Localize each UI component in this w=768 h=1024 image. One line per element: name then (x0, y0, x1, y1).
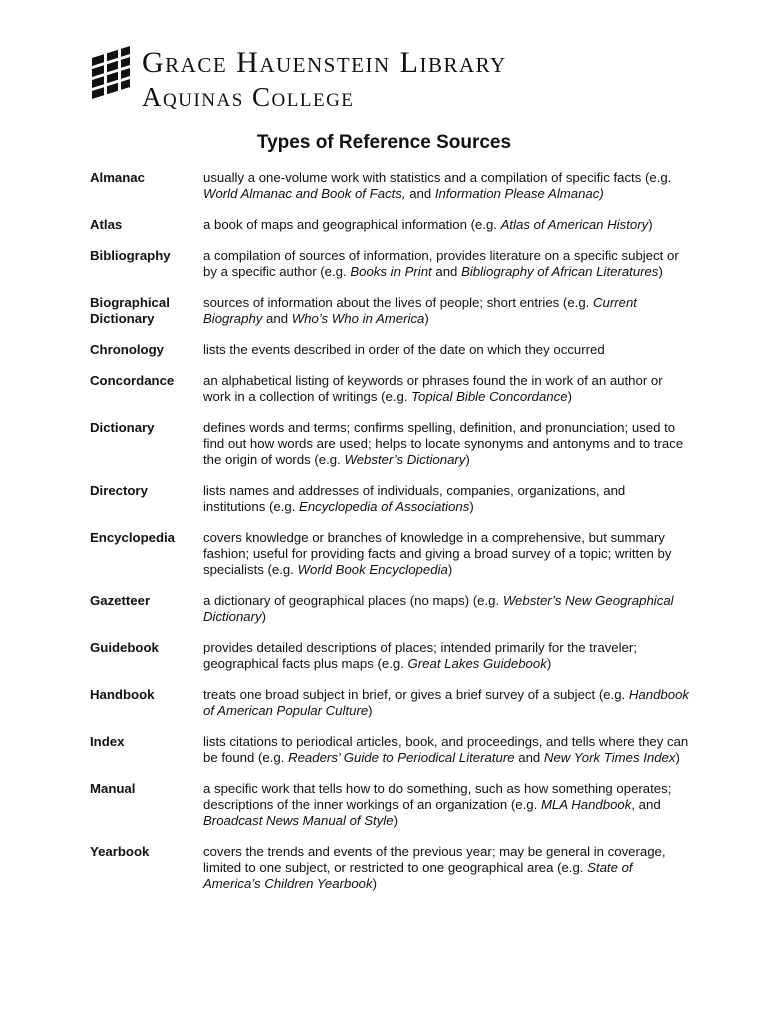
definition-text: defines words and terms; confirms spelling, definition, and pronunciation; used to find out how words are used; helps to locate synonyms and antonyms and to trace the origin of words (e.g. (203, 420, 684, 467)
entry-definition (203, 593, 690, 625)
cited-title: MLA Handbook (540, 797, 632, 812)
entry-definition (203, 295, 690, 327)
entry-term: Concordance (90, 373, 175, 388)
entry-definition (203, 373, 690, 405)
definition-text: ) (372, 876, 377, 891)
definition-text: ) (675, 750, 680, 765)
cited-title: Atlas of American History (500, 217, 649, 232)
list-item (90, 170, 690, 202)
library-name: Grace Hauenstein Library (142, 46, 507, 79)
entry-definition (203, 640, 690, 672)
definition-text: a specific work that tells how to do something, such as how something operates; descriptions of the inner workings of an organization (e.g. (203, 781, 672, 812)
definition-text: ) (546, 656, 552, 671)
entry-term: Directory (90, 483, 148, 498)
cited-title: Broadcast News Manual of Style (203, 813, 394, 828)
definition-text: ) (368, 703, 373, 718)
definition-text: ) (261, 609, 267, 624)
list-item (90, 295, 690, 327)
library-header (90, 44, 690, 114)
page-title: Types of Reference Sources (256, 132, 512, 153)
definition-text: a dictionary of geographical places (no maps) (e.g. (203, 593, 503, 608)
entry-definition (203, 420, 690, 468)
definition-text: ) (393, 813, 398, 828)
cited-title: Bibliography of African Literatures (461, 264, 659, 279)
cited-title: Great Lakes Guidebook (407, 656, 547, 671)
entry-definition (203, 483, 690, 515)
entry-term: Dictionary (90, 420, 155, 435)
entry-term: Handbook (90, 687, 155, 702)
cited-title: Current Biography (203, 295, 637, 326)
entry-term: Chronology (90, 342, 164, 357)
entry-term: Bibliography (90, 248, 171, 263)
definition-text: covers the trends and events of the previous year; may be general in coverage, limited to one subject, or restricted to one geographical area (e.g. (203, 844, 666, 875)
definition-text: a book of maps and geographical information (e.g. (203, 217, 501, 232)
list-item (90, 248, 690, 280)
entry-definition (203, 342, 690, 358)
entry-term: Biographical Dictionary (90, 295, 170, 326)
college-name: Aquinas College (142, 82, 355, 112)
entry-definition (203, 844, 690, 892)
list-item (90, 483, 690, 515)
entry-definition (203, 248, 690, 280)
definition-text: ) (424, 311, 429, 326)
definition-text: and (405, 186, 435, 201)
list-item (90, 781, 690, 829)
list-item (90, 734, 690, 766)
cited-title: Webster’s New Geographical Dictionary (203, 593, 674, 624)
library-shelf-logo-icon (90, 44, 136, 106)
list-item (90, 593, 690, 625)
list-item (90, 640, 690, 672)
entry-definition (203, 781, 690, 829)
definition-text: ) (469, 499, 474, 514)
entry-definition (203, 734, 690, 766)
definition-text: covers knowledge or branches of knowledge in a comprehensive, but summary fashion; useful for providing facts and giving a broad survey of a topic; written by specialists (e.g. (203, 530, 672, 577)
cited-title: Topical Bible Concordance (411, 389, 568, 404)
cited-title: Webster’s Dictionary (344, 452, 466, 467)
definition-text: a compilation of sources of information, provides literature on a specific subject or by a specific author (e.g. (203, 248, 679, 279)
cited-title: Information Please Almanac) (434, 186, 604, 201)
list-item (90, 342, 690, 358)
definition-text: ) (658, 264, 663, 279)
entry-term: Manual (90, 781, 136, 796)
definition-text: lists the events described in order of the date on which they occurred (203, 342, 605, 357)
entry-term: Guidebook (90, 640, 159, 655)
definition-text: ) (567, 389, 572, 404)
cited-title: Books in Print (350, 264, 432, 279)
definition-text: ) (465, 452, 470, 467)
definition-text: lists citations to periodical articles, book, and proceedings, and tells where they can be found (e.g. (203, 734, 689, 765)
entry-term: Gazetteer (90, 593, 151, 608)
cited-title: Readers’ Guide to Periodical Literature (288, 750, 515, 765)
definition-text: and (262, 311, 292, 326)
list-item (90, 373, 690, 405)
cited-title: Who’s Who in America (291, 311, 425, 326)
entry-term: Atlas (90, 217, 123, 232)
definition-text: ) (447, 562, 453, 577)
definition-text: usually a one-volume work with statistics and a compilation of specific facts (e.g. (203, 170, 672, 185)
definition-text: , and (631, 797, 661, 812)
definition-text: lists names and addresses of individuals, companies, organizations, and institutions (e.g. (203, 483, 626, 514)
entry-definition (203, 217, 690, 233)
cited-title: World Book Encyclopedia (297, 562, 448, 577)
cited-title: Encyclopedia of Associations (299, 499, 470, 514)
definition-text: treats one broad subject in brief, or gives a brief survey of a subject (e.g. (203, 687, 629, 702)
definition-text: provides detailed descriptions of places; intended primarily for the traveler; geographical facts plus maps (e.g. (203, 640, 637, 671)
reference-types-list (90, 170, 690, 907)
entry-definition (203, 687, 690, 719)
list-item (90, 530, 690, 578)
list-item (90, 420, 690, 468)
definition-text: sources of information about the lives of people; short entries (e.g. (203, 295, 593, 310)
cited-title: Handbook of American Popular Culture (203, 687, 690, 718)
cited-title: New York Times Index (543, 750, 676, 765)
cited-title: World Almanac and Book of Facts, (203, 186, 406, 201)
list-item (90, 844, 690, 892)
entry-term: Index (90, 734, 125, 749)
entry-term: Almanac (90, 170, 145, 185)
entry-term: Yearbook (90, 844, 150, 859)
cited-title: State of America’s Children Yearbook (203, 860, 633, 891)
definition-text: and (514, 750, 544, 765)
list-item (90, 687, 690, 719)
entry-term: Encyclopedia (90, 530, 176, 545)
entry-definition (203, 530, 690, 578)
definition-text: and (431, 264, 462, 279)
definition-text: an alphabetical listing of keywords or phrases found the in work of an author or work in a collection of writings (e.g. (203, 373, 663, 404)
definition-text: ) (648, 217, 653, 232)
entry-definition (203, 170, 690, 202)
list-item (90, 217, 690, 233)
